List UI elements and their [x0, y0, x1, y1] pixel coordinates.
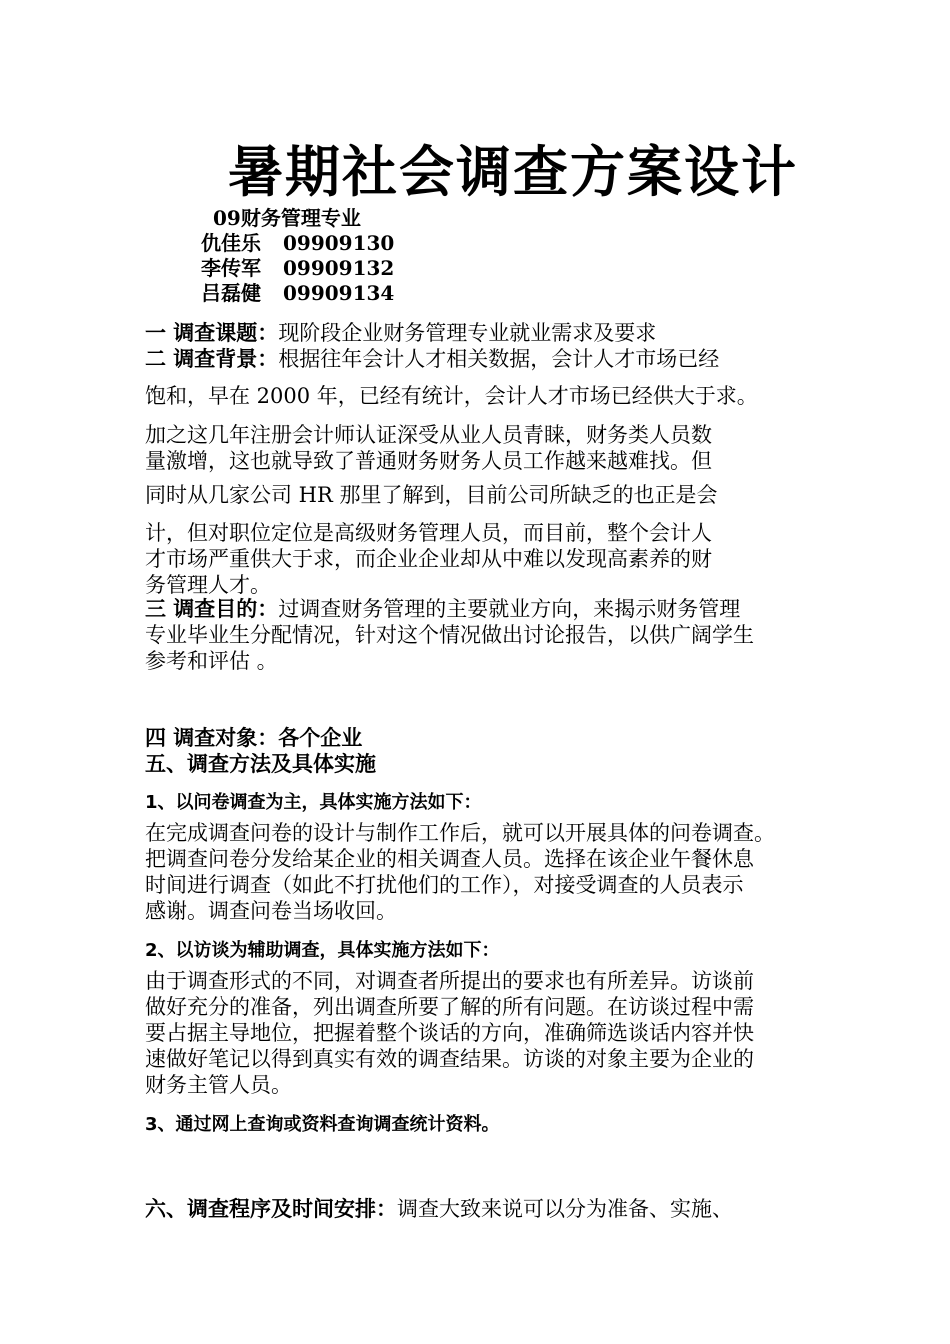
section-purpose-label: 三 调查目的： [145, 597, 279, 621]
major-label: 09财务管理专业 [213, 206, 361, 230]
paragraph-line: 专业毕业生分配情况，针对这个情况做出讨论报告，以供广阔学生 [145, 623, 754, 647]
section-topic-text: 现阶段企业财务管理专业就业需求及要求 [278, 321, 657, 345]
section-schedule [145, 1198, 733, 1221]
section-methods: 五、调查方法及具体实施 [145, 752, 376, 776]
document-title: 暑期社会调查方案设计 [228, 140, 799, 204]
author-3 [201, 277, 394, 306]
paragraph-line: 务管理人才。 [145, 573, 271, 597]
paragraph-line: 速做好笔记以得到真实有效的调查结果。访谈的对象主要为企业的 [145, 1047, 754, 1071]
section-background [145, 348, 719, 371]
section-schedule-label: 六、调查程序及时间安排： [145, 1197, 397, 1221]
author-id: 09909134 [283, 281, 395, 305]
paragraph-line: 在完成调查问卷的设计与制作工作后，就可以开展具体的问卷调查。 [145, 821, 775, 845]
section-topic-label: 一 调查课题： [145, 321, 279, 345]
paragraph-line: 加之这几年注册会计师认证深受从业人员青睐，财务类人员数 [145, 423, 712, 447]
paragraph-line: 时间进行调查（如此不打扰他们的工作），对接受调查的人员表示 [145, 873, 744, 897]
paragraph-line: 要占据主导地位，把握着整个谈话的方向，准确筛选谈话内容并快 [145, 1021, 754, 1045]
section-subjects: 四 调查对象：各个企业 [145, 726, 363, 750]
author-id: 09909132 [283, 256, 395, 280]
paragraph-line: 饱和，早在 2000 年，已经有统计，会计人才市场已经供大于求。 [145, 384, 758, 408]
paragraph-line: 做好充分的准备，列出调查所要了解的所有问题。在访谈过程中需 [145, 995, 754, 1019]
method-3-title: 3、通过网上查询或资料查询调查统计资料。 [145, 1114, 500, 1135]
paragraph-line: 感谢。调查问卷当场收回。 [145, 899, 397, 923]
paragraph-line: 由于调查形式的不同，对调查者所提出的要求也有所差异。访谈前 [145, 969, 754, 993]
paragraph-line: 计，但对职位定位是高级财务管理人员，而目前，整个会计人 [145, 521, 712, 545]
paragraph-line: 调查大致来说可以分为准备、实施、 [397, 1197, 733, 1221]
paragraph-line: 把调查问卷分发给某企业的相关调查人员。选择在该企业午餐休息 [145, 847, 754, 871]
author-id: 09909130 [283, 231, 395, 255]
section-topic [145, 322, 656, 345]
method-2-title: 2、以访谈为辅助调查，具体实施方法如下： [145, 940, 500, 961]
method-1-title: 1、以问卷调查为主，具体实施方法如下： [145, 792, 482, 813]
paragraph-line: 过调查财务管理的主要就业方向，来揭示财务管理 [278, 597, 741, 621]
paragraph-line: 参考和评估 。 [145, 649, 278, 673]
paragraph-line: 根据往年会计人才相关数据，会计人才市场已经 [278, 347, 720, 371]
paragraph-line: 同时从几家公司 HR 那里了解到，目前公司所缺乏的也正是会 [145, 483, 718, 507]
paragraph-line: 量激增，这也就导致了普通财务财务人员工作越来越难找。但 [145, 449, 712, 473]
paragraph-line: 才市场严重供大于求，而企业企业却从中难以发现高素养的财 [145, 547, 712, 571]
author-name: 仇佳乐 [201, 231, 261, 255]
section-purpose [145, 598, 740, 621]
paragraph-line: 财务主管人员。 [145, 1073, 292, 1097]
section-background-label: 二 调查背景： [145, 347, 279, 371]
author-name: 李传军 [201, 256, 261, 280]
author-name: 吕磊健 [201, 281, 261, 305]
